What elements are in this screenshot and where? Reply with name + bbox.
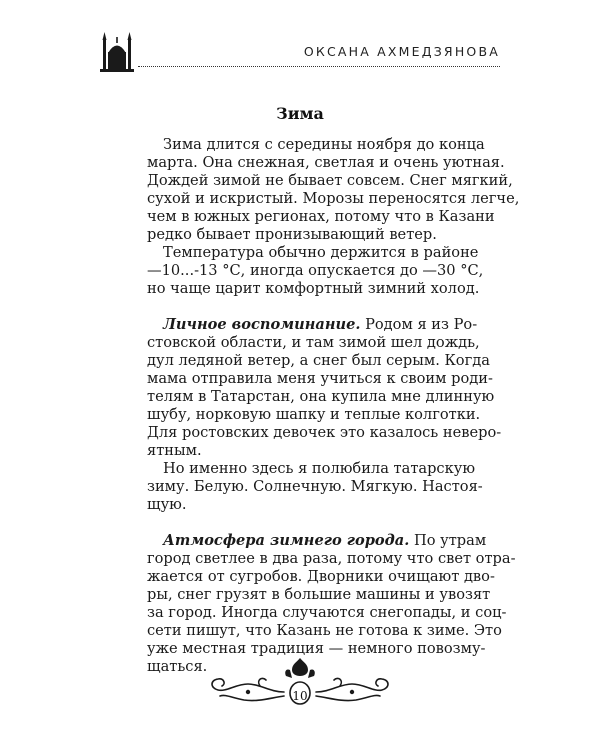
- text-line: за город. Иногда случаются снегопады, и соц-: [147, 604, 507, 621]
- text-line: [147, 316, 478, 334]
- text-line: уже местная традиция — немного повозму-: [147, 640, 486, 657]
- body-text: [147, 136, 520, 676]
- text-line: ятным.: [147, 442, 202, 459]
- text-line: дул ледяной ветер, а снег был серым. Когда: [147, 352, 490, 369]
- header-rule: [138, 66, 500, 67]
- running-header: [100, 22, 500, 72]
- text-line: Но именно здесь я полюбила татарскую: [163, 460, 476, 477]
- text-line: редко бывает пронизывающий ветер.: [147, 226, 437, 243]
- text-line: Дождей зимой не бывает совсем. Снег мягкий,: [147, 172, 513, 189]
- text-line: щаться.: [147, 658, 208, 675]
- text-line: мама отправила меня учиться к своим роди-: [147, 370, 493, 387]
- page-number: 10: [292, 689, 308, 703]
- text-line: щую.: [147, 496, 187, 513]
- text-line: Температура обычно держится в районе: [163, 244, 479, 261]
- paragraph-lead: Личное воспоминание.: [163, 316, 361, 333]
- scroll-ornament-icon: [200, 652, 400, 716]
- paragraph-lead: Атмосфера зимнего города.: [163, 532, 410, 549]
- text-line: зиму. Белую. Солнечную. Мягкую. Настоя-: [147, 478, 483, 495]
- text-line: город светлее в два раза, потому что свет отра-: [147, 550, 516, 567]
- text-line: сухой и искристый. Морозы переносятся легче,: [147, 190, 520, 207]
- text-line: Зима длится с середины ноября до конца: [163, 136, 485, 153]
- text-line: жается от сугробов. Дворники очищают дво-: [147, 568, 495, 585]
- text-line: но чаще царит комфортный зимний холод.: [147, 280, 480, 297]
- text-line: телям в Татарстан, она купила мне длинную: [147, 388, 495, 405]
- author-name: ОКСАНА АХМЕДЗЯНОВА: [303, 44, 500, 59]
- text-line: сети пишут, что Казань не готова к зиме. Это: [147, 622, 502, 639]
- section-title: Зима: [276, 104, 324, 123]
- text-line: —10...-13 °С, иногда опускается до —30 °С,: [147, 262, 484, 279]
- text-line: Для ростовских девочек это казалось неверо-: [147, 424, 502, 441]
- text-line: стовской области, и там зимой шел дождь,: [147, 334, 480, 351]
- text-line: [147, 532, 487, 550]
- text-fragment: По утрам: [409, 532, 487, 549]
- text-line: марта. Она снежная, светлая и очень уютная.: [147, 154, 505, 171]
- text-line: ры, снег грузят в большие машины и увозят: [147, 586, 491, 603]
- text-line: чем в южных регионах, потому что в Казани: [147, 208, 495, 225]
- text-fragment: Родом я из Ро-: [360, 316, 478, 333]
- mosque-silhouette-icon: [100, 28, 134, 72]
- text-line: шубу, норковую шапку и теплые колготки.: [147, 406, 481, 423]
- page-number-ornament: [200, 652, 400, 716]
